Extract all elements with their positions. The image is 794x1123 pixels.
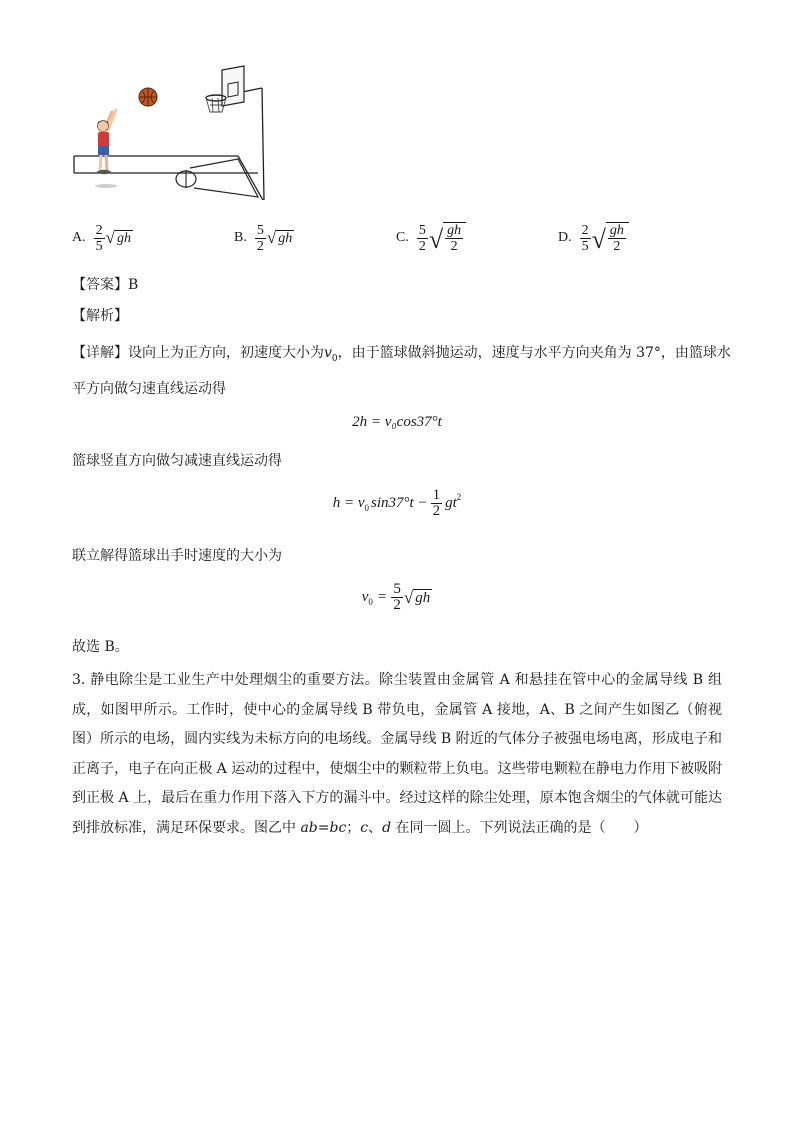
option-fraction: $\frac{5}{2}$ xyxy=(418,222,426,254)
court-line-diag xyxy=(238,156,264,200)
option-fraction: $\frac{2}{5}$ xyxy=(581,222,589,254)
player-shoes xyxy=(97,170,111,174)
hoop-pole-top xyxy=(242,88,262,92)
option-fraction: $\frac{5}{2}$ xyxy=(256,222,264,254)
option-letter: A. xyxy=(72,230,86,245)
option-a[interactable] xyxy=(72,218,133,258)
option-sqrt: √ gh xyxy=(266,227,293,247)
conclusion: 故选 B。 xyxy=(72,639,129,655)
player-leg-2 xyxy=(106,155,107,170)
option-sqrt: √ gh xyxy=(105,227,131,247)
option-letter: B. xyxy=(234,230,247,245)
key-area xyxy=(190,159,258,197)
answer-label: 【答案】B xyxy=(72,277,139,293)
option-letter: C. xyxy=(396,230,409,245)
detail-line-3: 篮球竖直方向做匀减速直线运动得 xyxy=(72,453,282,469)
detail-line-2: 平方向做匀速直线运动得 xyxy=(72,381,226,397)
question-3-text: 3. 静电除尘是工业生产中处理烟尘的重要方法。除尘装置由金属管 A 和悬挂在管中心的金属导线 B 组成，如图甲所示。工作时，使中心的金属导线 B 带负电，金属管 A 接地，A、B 之间产生如图乙（俯视图）所示的电场，圆内实线为未标方向的电场线。金属导线 B 附近的气体分子被强电场电离，形成电子和正离子，电子在向正极 A 运动的过程中，使烟尘中的颗粒带上负电。这些带电颗粒在静电力作用下被吸附到正极 A 上，最后在重力作用下落入下方的漏斗中。经过这样的除尘处理，原本饱含烟尘的气体就可能达到排放标准，满足环保要求。图乙中 ab=bc；c、d 在同一圆上。下列说法正确的是（ ） xyxy=(72,672,722,836)
option-sqrt: √ $\frac{gh}{2}$ xyxy=(592,222,629,254)
player-leg-1 xyxy=(100,155,101,170)
equation-1: 2h = v₀cos37°t xyxy=(352,414,442,430)
player-shorts xyxy=(98,146,109,155)
player-shirt xyxy=(98,132,109,147)
option-d[interactable] xyxy=(558,218,629,258)
detail-line-1: 【详解】设向上为正方向，初速度大小为$v_0$，由于篮球做斜抛运动，速度与水平方向夹角为 37°，由篮球水 xyxy=(72,345,731,364)
option-sqrt: √ $\frac{gh}{2}$ xyxy=(429,222,466,254)
detail-line-4: 联立解得篮球出手时速度的大小为 xyxy=(72,548,282,564)
hoop-pole xyxy=(262,88,264,200)
equation-3-fraction: $\frac{5}{2}$ xyxy=(393,581,401,613)
player-shadow xyxy=(95,184,117,188)
equation-2: h = v $_0$ sin37°t − $\frac{1}{2}$ gt $^2$ xyxy=(332,487,462,519)
analysis-label: 【解析】 xyxy=(72,308,128,324)
option-b[interactable] xyxy=(234,218,294,258)
equation-3-sqrt: √ gh xyxy=(403,587,431,607)
option-c[interactable] xyxy=(396,218,466,258)
option-letter: D. xyxy=(558,230,572,245)
option-fraction: $\frac{2}{5}$ xyxy=(95,222,103,254)
equation-2-fraction: $\frac{1}{2}$ xyxy=(432,487,441,519)
equation-3: v $_0$ = $\frac{5}{2}$ √ gh xyxy=(361,581,431,613)
basketball-shot-figure xyxy=(72,60,272,200)
